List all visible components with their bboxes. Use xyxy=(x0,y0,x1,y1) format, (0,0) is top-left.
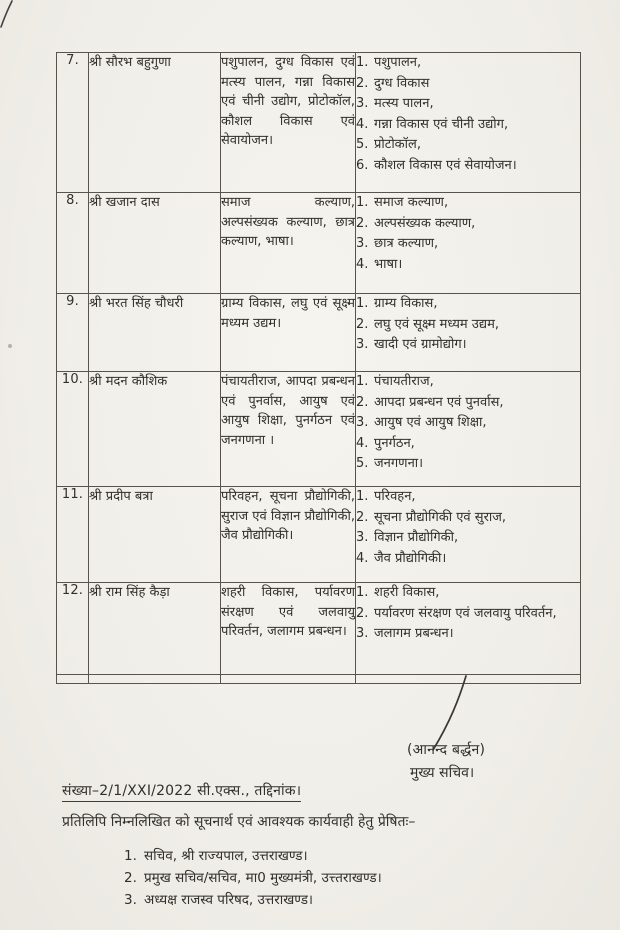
copy-item-text: अध्यक्ष राजस्व परिषद, उत्तराखण्ड। xyxy=(144,892,314,908)
department-list-item xyxy=(356,234,580,255)
table-row xyxy=(57,583,581,675)
department-item-text: आपदा प्रबन्धन एवं पुनर्वास, xyxy=(374,394,504,410)
department-item-number: 2. xyxy=(356,605,369,621)
department-item-number: 1. xyxy=(356,195,369,210)
department-item-text: विज्ञान प्रौद्योगिकी, xyxy=(374,530,459,545)
department-item-text: पंचायतीराज, xyxy=(374,374,434,389)
minister-name-cell: श्री सौरभ बहुगुणा xyxy=(89,53,221,193)
charge-summary-cell: परिवहन, सूचना प्रौद्योगिकी, सुराज एवं विज्ञान प्रौद्योगिकी, जैव प्रौद्योगिकी। xyxy=(221,487,356,583)
minister-name-cell: श्री भरत सिंह चौधरी xyxy=(89,294,221,372)
minister-name-cell: श्री खजान दास xyxy=(89,193,221,294)
department-item-text: कौशल विकास एवं सेवायोजन। xyxy=(374,157,517,173)
copy-item-number: 1. xyxy=(124,848,137,864)
department-list-item xyxy=(356,255,580,276)
minister-name-cell: श्री मदन कौशिक xyxy=(89,372,221,487)
signatory-title: मुख्य सचिव। xyxy=(410,765,475,781)
department-list-item xyxy=(356,393,580,414)
department-list-item xyxy=(356,335,580,356)
department-item-number: 3. xyxy=(356,236,369,251)
department-item-number: 2. xyxy=(356,509,369,525)
department-item-text: गन्ना विकास एवं चीनी उद्योग, xyxy=(374,116,509,132)
department-item-number: 4. xyxy=(356,116,369,132)
copy-item-text: प्रमुख सचिव/सचिव, मा0 मुख्यमंत्री, उत्त्तराखण्ड। xyxy=(144,870,382,886)
department-list-item xyxy=(356,193,580,214)
empty-cell xyxy=(356,675,581,684)
charge-summary-cell: पंचायतीराज, आपदा प्रबन्धन एवं पुनर्वास, आयुष एवं आयुष शिक्षा, पुनर्गठन एवं जनगणना । xyxy=(221,372,356,487)
department-item-text: पशुपालन, xyxy=(374,55,422,70)
department-list-item xyxy=(356,434,580,455)
department-item-text: दुग्ध विकास xyxy=(374,75,430,91)
department-item-text: जैव प्रौद्योगिकी। xyxy=(374,550,447,566)
department-item-text: सूचना प्रौद्योगिकी एवं सुराज, xyxy=(374,509,507,525)
serial-number-cell: 12. xyxy=(57,583,89,675)
department-item-number: 2. xyxy=(356,394,369,410)
department-item-number: 2. xyxy=(356,215,369,231)
department-item-text: छात्र कल्याण, xyxy=(374,236,439,251)
department-item-text: जनगणना। xyxy=(374,456,424,471)
department-list-item xyxy=(356,454,580,475)
table-row xyxy=(57,193,581,294)
department-list-item xyxy=(356,294,580,315)
department-list-cell xyxy=(356,372,581,487)
copy-list-item xyxy=(124,889,382,911)
department-list-item xyxy=(356,624,580,645)
department-list-item xyxy=(356,94,580,115)
serial-number-cell: 7. xyxy=(57,53,89,193)
department-list-item xyxy=(356,372,580,393)
department-item-number: 3. xyxy=(356,96,369,111)
serial-number-cell: 10. xyxy=(57,372,89,487)
department-list-cell xyxy=(356,583,581,675)
department-item-text: प्रोटोकॉल, xyxy=(374,137,421,152)
table-row xyxy=(57,294,581,372)
department-list-item xyxy=(356,604,580,625)
departments-table xyxy=(56,52,581,684)
department-list-item xyxy=(356,413,580,434)
copy-distribution-list xyxy=(124,845,382,911)
department-list-item xyxy=(356,74,580,95)
department-item-number: 3. xyxy=(356,530,369,545)
department-item-text: मत्स्य पालन, xyxy=(374,96,434,111)
ink-dot xyxy=(8,344,12,348)
table-bottom-strip xyxy=(57,675,581,684)
empty-cell xyxy=(221,675,356,684)
department-list-cell xyxy=(356,487,581,583)
department-item-text: परिवहन, xyxy=(374,489,416,504)
department-list-item xyxy=(356,53,580,74)
department-item-number: 2. xyxy=(356,316,369,332)
copy-item-number: 3. xyxy=(124,892,137,908)
department-item-number: 5. xyxy=(356,137,369,152)
department-item-text: जलागम प्रबन्धन। xyxy=(374,626,454,641)
department-item-text: पर्यावरण संरक्षण एवं जलवायु परिवर्तन, xyxy=(374,605,557,621)
table-row xyxy=(57,487,581,583)
department-item-text: शहरी विकास, xyxy=(374,585,440,600)
signatory-name: (आनन्द बर्द्धन) xyxy=(407,742,486,758)
serial-number-cell: 8. xyxy=(57,193,89,294)
signature-block xyxy=(407,739,485,785)
department-list-item xyxy=(356,549,580,570)
department-item-number: 1. xyxy=(356,489,369,504)
minister-name-cell: श्री राम सिंह कैड़ा xyxy=(89,583,221,675)
department-item-text: पुनर्गठन, xyxy=(374,435,415,451)
charge-summary-cell: शहरी विकास, पर्यावरण संरक्षण एवं जलवायु परिवर्तन, जलागम प्रबन्धन। xyxy=(221,583,356,675)
department-list-item xyxy=(356,156,580,177)
department-item-text: अल्पसंख्यक कल्याण, xyxy=(374,215,476,231)
charge-summary-cell: समाज कल्याण, अल्पसंख्यक कल्याण, छात्र कल्याण, भाषा। xyxy=(221,193,356,294)
department-list-cell xyxy=(356,294,581,372)
department-item-number: 1. xyxy=(356,374,369,389)
department-item-number: 5. xyxy=(356,456,369,471)
department-item-number: 1. xyxy=(356,585,369,600)
department-item-number: 3. xyxy=(356,415,369,430)
department-item-number: 1. xyxy=(356,296,369,311)
department-item-number: 4. xyxy=(356,256,369,272)
department-list-item xyxy=(356,487,580,508)
serial-number-cell: 11. xyxy=(57,487,89,583)
charge-summary-cell: ग्राम्य विकास, लघु एवं सूक्ष्म मध्यम उद्यम। xyxy=(221,294,356,372)
department-list-item xyxy=(356,528,580,549)
department-item-text: लघु एवं सूक्ष्म मध्यम उद्यम, xyxy=(374,316,499,332)
department-item-text: आयुष एवं आयुष शिक्षा, xyxy=(374,415,487,430)
department-list-cell xyxy=(356,53,581,193)
charge-summary-cell: पशुपालन, दुग्ध विकास एवं मत्स्य पालन, गन्ना विकास एवं चीनी उद्योग, प्रोटोकॉल, कौशल विकास एवं सेवायोजन। xyxy=(221,53,356,193)
department-item-text: ग्राम्य विकास, xyxy=(374,296,438,311)
copy-list-item xyxy=(124,845,382,867)
department-list-item xyxy=(356,115,580,136)
department-item-number: 6. xyxy=(356,157,369,173)
copy-item-number: 2. xyxy=(124,870,137,886)
empty-cell xyxy=(89,675,221,684)
department-item-number: 2. xyxy=(356,75,369,91)
empty-cell xyxy=(57,675,89,684)
reference-number: संख्या–2/1/XXI/2022 सी.एक्स., तद्दिनांक। xyxy=(62,781,301,802)
department-item-number: 3. xyxy=(356,337,369,352)
department-item-text: खादी एवं ग्रामोद्योग। xyxy=(374,337,467,352)
department-item-text: समाज कल्याण, xyxy=(374,195,449,210)
department-list-item xyxy=(356,583,580,604)
copy-list-item xyxy=(124,867,382,889)
department-list-item xyxy=(356,315,580,336)
copy-item-text: सचिव, श्री राज्यपाल, उत्तराखण्ड। xyxy=(144,848,308,864)
department-item-number: 4. xyxy=(356,435,369,451)
serial-number-cell: 9. xyxy=(57,294,89,372)
table-row xyxy=(57,53,581,193)
copy-distribution-note: प्रतिलिपि निम्नलिखित को सूचनार्थ एवं आवश्यक कार्यवाही हेतु प्रेषितः– xyxy=(62,814,416,830)
department-list-cell xyxy=(356,193,581,294)
department-item-number: 4. xyxy=(356,550,369,566)
department-list-item xyxy=(356,135,580,156)
corner-pen-stroke xyxy=(1,1,12,27)
department-item-number: 1. xyxy=(356,55,369,70)
department-list-item xyxy=(356,508,580,529)
department-item-text: भाषा। xyxy=(374,256,403,272)
table-row xyxy=(57,372,581,487)
minister-name-cell: श्री प्रदीप बत्रा xyxy=(89,487,221,583)
departments-table-body xyxy=(57,53,581,684)
department-item-number: 3. xyxy=(356,626,369,641)
department-list-item xyxy=(356,214,580,235)
